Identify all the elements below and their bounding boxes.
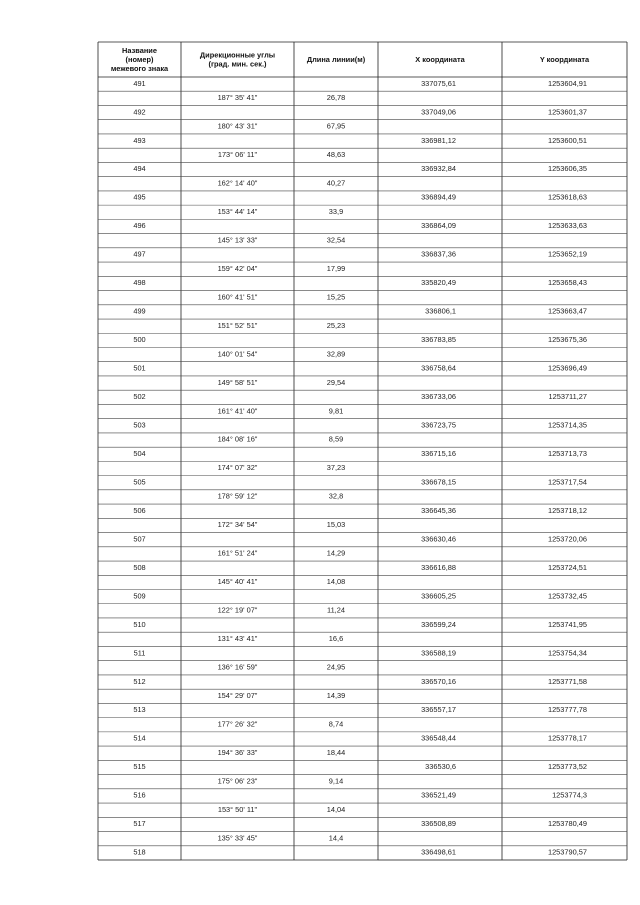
segment-length-1: 67,95 [326,121,346,131]
point-y-492: 1253601,37 [547,107,587,117]
segment-angle-24: 175° 06' 23" [217,776,258,786]
point-y-500: 1253675,36 [547,335,587,345]
point-name-500: 500 [133,335,146,345]
point-y-502: 1253711,27 [548,392,587,402]
point-x-509: 336605,25 [421,591,456,601]
segment-angle-17: 145° 40' 41" [217,577,258,587]
segment-length-5: 32,54 [326,235,346,245]
point-x-494: 336932,84 [421,164,456,174]
point-y-491: 1253604,91 [547,78,587,88]
segment-length-7: 15,25 [326,292,346,302]
point-y-503: 1253714,35 [547,420,587,430]
segment-angle-7: 160° 41' 51" [217,292,258,302]
point-name-508: 508 [133,562,146,572]
segment-length-6: 17,99 [326,263,346,273]
segment-length-13: 37,23 [326,463,346,473]
segment-length-14: 32,8 [328,491,344,501]
segment-angle-5: 145° 13' 33" [217,235,258,245]
point-x-508: 336616,88 [421,562,456,572]
point-name-513: 513 [133,705,146,715]
segment-length-26: 14,4 [328,833,344,843]
point-name-516: 516 [133,790,146,800]
point-name-503: 503 [133,420,146,430]
point-name-499: 499 [133,306,146,316]
segment-length-9: 32,89 [326,349,346,359]
segment-angle-0: 187° 35' 41" [217,93,258,103]
segment-length-0: 26,78 [326,93,346,103]
point-y-507: 1253720,06 [547,534,587,544]
segment-angle-15: 172° 34' 54" [217,520,258,530]
point-y-513: 1253777,78 [547,705,587,715]
point-x-518: 336498,61 [421,847,456,857]
segment-angle-21: 154° 29' 07" [217,690,258,700]
point-name-512: 512 [133,676,146,686]
point-y-516: 1253774,3 [552,790,587,800]
segment-length-18: 11,24 [327,605,345,615]
point-x-499: 336806,1 [425,306,456,316]
segment-angle-19: 131° 43' 41" [217,634,258,644]
point-x-515: 336530,6 [425,762,456,772]
table-header [111,46,590,73]
point-y-504: 1253713,73 [547,448,587,458]
segment-angle-22: 177° 26' 32" [217,719,258,729]
point-y-511: 1253754,34 [547,648,587,658]
point-y-494: 1253606,35 [547,164,587,174]
point-name-505: 505 [133,477,146,487]
point-x-511: 336588,19 [421,648,456,658]
header-y-line-0: Y координата [539,55,590,65]
point-y-512: 1253771,58 [547,676,587,686]
point-name-511: 511 [133,648,146,658]
point-y-498: 1253658,43 [547,278,587,288]
segment-length-17: 14,08 [326,577,346,587]
segment-angle-3: 162° 14' 40" [217,178,258,188]
point-name-509: 509 [133,591,146,601]
point-x-517: 336508,89 [421,819,456,829]
point-y-514: 1253778,17 [547,733,587,743]
segment-angle-1: 180° 43' 31" [217,121,258,131]
point-y-501: 1253696,49 [547,363,587,373]
segment-length-20: 24,95 [326,662,346,672]
point-y-496: 1253633,63 [547,221,587,231]
segment-angle-25: 153° 50' 11" [217,804,258,814]
point-x-500: 336783,85 [421,335,456,345]
point-x-497: 336837,36 [421,249,456,259]
point-name-518: 518 [133,847,146,857]
point-y-497: 1253652,19 [547,249,587,259]
segment-angle-18: 122° 19' 07" [217,605,258,615]
point-y-517: 1253780,49 [547,819,587,829]
header-x-line-0: X координата [415,55,465,65]
header-angle-line-1: (град. мин. сек.) [208,59,267,69]
point-name-514: 514 [133,733,146,743]
header-name-line-1: (номер) [125,55,154,65]
segment-angle-14: 178° 59' 12" [217,491,258,501]
point-y-506: 1253718,12 [547,505,587,515]
point-x-514: 336548,44 [421,733,456,743]
point-name-515: 515 [133,762,146,772]
segment-length-11: 9,81 [328,406,344,416]
segment-angle-8: 151° 52' 51" [217,320,258,330]
table-body [133,79,587,857]
point-y-515: 1253773,52 [547,762,587,772]
header-name-line-2: межевого знака [110,64,169,74]
segment-length-24: 9,14 [328,776,344,786]
segment-angle-6: 159° 42' 04" [217,263,258,273]
segment-length-8: 25,23 [326,320,346,330]
segment-length-23: 18,44 [326,747,346,757]
point-name-494: 494 [133,164,146,174]
point-name-501: 501 [133,363,146,373]
point-x-512: 336570,16 [421,676,456,686]
point-name-502: 502 [133,392,146,402]
point-x-503: 336723,75 [421,420,456,430]
point-x-513: 336557,17 [421,705,456,715]
point-name-495: 495 [133,192,146,202]
segment-angle-26: 135° 33' 45" [217,833,258,843]
point-x-504: 336715,16 [421,448,456,458]
point-x-495: 336894,49 [421,192,456,202]
point-name-497: 497 [133,249,146,259]
point-x-491: 337075,61 [421,78,456,88]
point-name-498: 498 [133,278,146,288]
segment-angle-10: 149° 58' 51" [217,377,258,387]
point-y-505: 1253717,54 [547,477,587,487]
point-x-501: 336758,64 [421,363,456,373]
segment-length-10: 29,54 [326,377,346,387]
point-x-498: 335820,49 [421,278,456,288]
segment-angle-4: 153° 44' 14" [217,206,258,216]
point-y-499: 1253663,47 [547,306,587,316]
point-y-509: 1253732,45 [547,591,587,601]
segment-angle-23: 194° 36' 33" [217,747,258,757]
point-name-510: 510 [133,619,146,629]
segment-length-3: 40,27 [326,178,346,188]
point-y-518: 1253790,57 [547,847,587,857]
point-name-492: 492 [133,107,146,117]
segment-length-25: 14,04 [326,804,346,814]
point-name-493: 493 [133,135,146,145]
header-length-line-0: Длина линии(м) [306,55,366,65]
point-name-506: 506 [133,505,146,515]
segment-length-16: 14,29 [326,548,346,558]
point-x-492: 337049,06 [421,107,456,117]
point-name-507: 507 [133,534,146,544]
point-x-493: 336981,12 [421,135,456,145]
segment-angle-13: 174° 07' 32" [217,463,258,473]
point-y-495: 1253618,63 [547,192,587,202]
segment-length-19: 16,6 [328,634,344,644]
point-name-491: 491 [133,78,146,88]
segment-length-4: 33,9 [328,206,344,216]
segment-length-22: 8,74 [328,719,344,729]
point-x-507: 336630,46 [421,534,456,544]
segment-length-15: 15,03 [326,520,346,530]
point-x-516: 336521,49 [421,790,456,800]
point-x-506: 336645,36 [421,505,456,515]
point-y-508: 1253724,51 [547,562,587,572]
point-x-510: 336599,24 [421,619,456,629]
point-name-496: 496 [133,221,146,231]
segment-angle-16: 161° 51' 24" [217,548,258,558]
point-x-496: 336864,09 [421,221,456,231]
header-name-line-0: Название [122,46,157,56]
header-angle-line-0: Дирекционные углы [199,50,276,60]
segment-length-21: 14,39 [326,690,346,700]
segment-length-2: 48,63 [326,150,346,160]
point-x-505: 336678,15 [421,477,456,487]
segment-angle-2: 173° 06' 11" [217,150,258,160]
point-y-493: 1253600,51 [547,135,587,145]
point-name-517: 517 [133,819,146,829]
segment-angle-20: 136° 16' 59" [217,662,258,672]
segment-angle-11: 161° 41' 40" [217,406,258,416]
segment-angle-12: 184° 08' 16" [217,434,258,444]
point-x-502: 336733,06 [421,392,456,402]
segment-length-12: 8,59 [328,434,344,444]
segment-angle-9: 140° 01' 54" [217,349,258,359]
point-name-504: 504 [133,448,146,458]
point-y-510: 1253741,95 [547,619,587,629]
